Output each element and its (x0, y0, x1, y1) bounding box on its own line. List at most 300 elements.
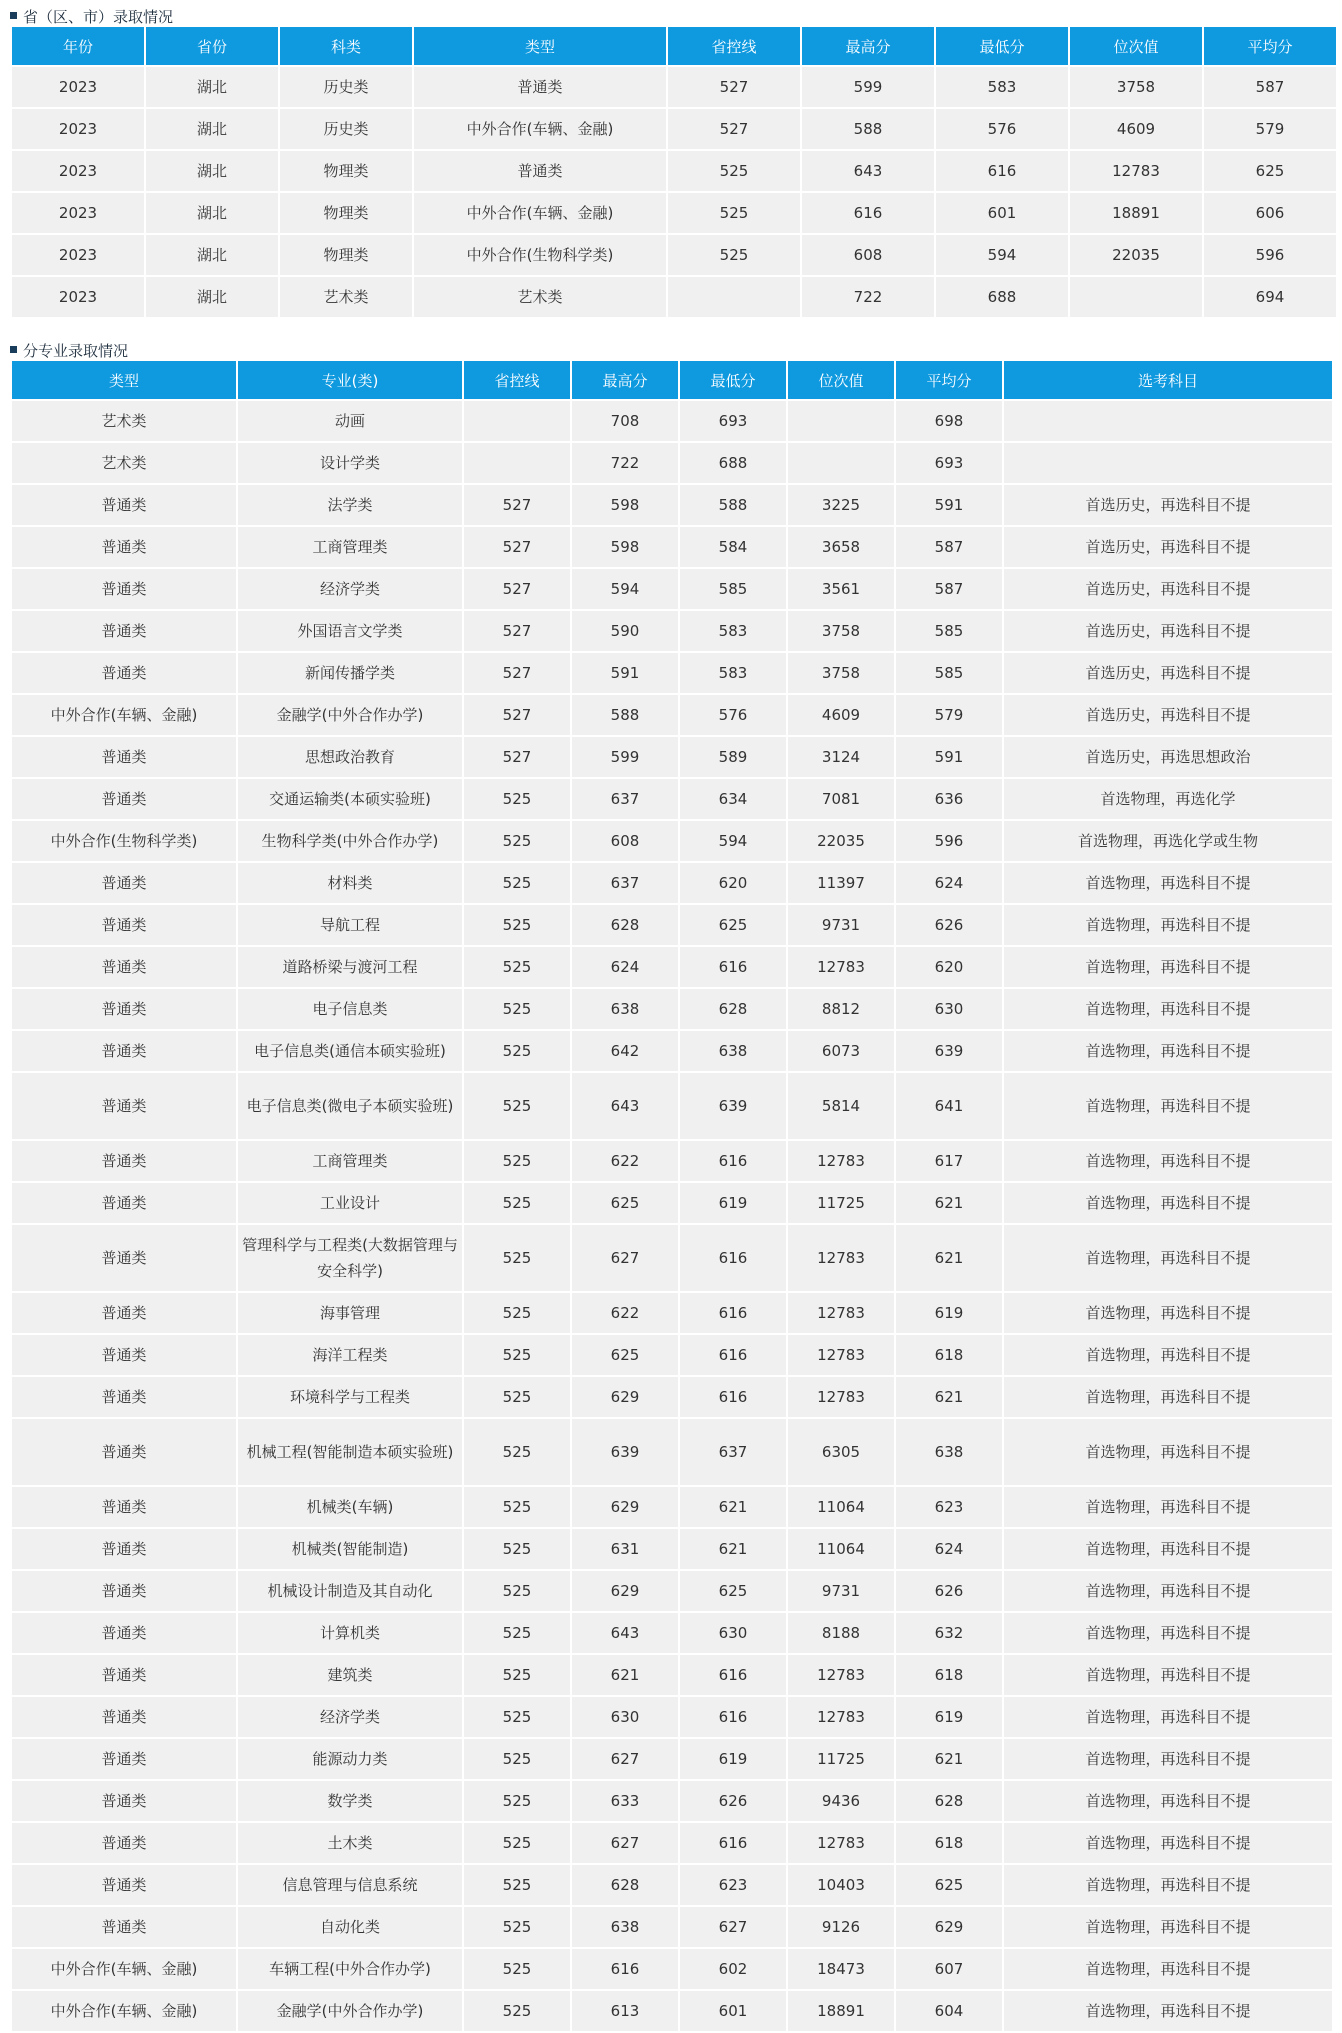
table-cell: 616 (680, 1697, 786, 1737)
table-cell: 624 (896, 863, 1002, 903)
table-cell: 普通类 (12, 1739, 236, 1779)
table-row (12, 947, 1332, 987)
table-cell: 698 (896, 401, 1002, 441)
table-cell: 22035 (788, 821, 894, 861)
table-cell: 12783 (788, 1141, 894, 1181)
table-cell: 637 (680, 1419, 786, 1485)
table-cell: 工业设计 (238, 1183, 462, 1223)
header-cell: 平均分 (896, 361, 1002, 399)
table-row (12, 1183, 1332, 1223)
table-cell: 642 (572, 1031, 678, 1071)
table-cell: 动画 (238, 401, 462, 441)
table-cell: 637 (572, 779, 678, 819)
table-cell: 630 (896, 989, 1002, 1029)
table-cell: 638 (896, 1419, 1002, 1485)
table-cell: 708 (572, 401, 678, 441)
table-cell: 527 (464, 485, 570, 525)
table-cell: 616 (680, 1225, 786, 1291)
table-cell: 中外合作(生物科学类) (12, 821, 236, 861)
table-cell: 613 (572, 1991, 678, 2031)
table-row (12, 863, 1332, 903)
table-cell: 525 (464, 947, 570, 987)
table-cell: 思想政治教育 (238, 737, 462, 777)
table-cell: 601 (936, 193, 1068, 233)
table-cell: 588 (680, 485, 786, 525)
table-cell: 中外合作(车辆、金融) (12, 695, 236, 735)
table-cell: 普通类 (12, 1487, 236, 1527)
table-cell: 艺术类 (414, 277, 666, 317)
table-cell: 历史类 (280, 67, 412, 107)
table-cell: 619 (680, 1739, 786, 1779)
table-cell: 602 (680, 1949, 786, 1989)
table-cell: 首选物理，再选化学或生物 (1004, 821, 1332, 861)
table-cell: 591 (896, 485, 1002, 525)
table-cell: 首选物理，再选科目不提 (1004, 1335, 1332, 1375)
table-cell: 3561 (788, 569, 894, 609)
table-cell: 527 (464, 653, 570, 693)
table-cell: 导航工程 (238, 905, 462, 945)
table-cell: 首选历史，再选科目不提 (1004, 527, 1332, 567)
table-cell: 525 (464, 821, 570, 861)
table-cell: 527 (464, 695, 570, 735)
table-cell: 599 (572, 737, 678, 777)
table-cell: 579 (1204, 109, 1336, 149)
table-cell: 628 (680, 989, 786, 1029)
table-cell: 普通类 (12, 737, 236, 777)
table-cell: 616 (936, 151, 1068, 191)
table-cell: 585 (680, 569, 786, 609)
table-cell: 587 (896, 569, 1002, 609)
table-cell: 579 (896, 695, 1002, 735)
province-table-body (12, 67, 1336, 317)
table-cell: 11725 (788, 1183, 894, 1223)
table-cell: 626 (896, 905, 1002, 945)
header-cell: 平均分 (1204, 27, 1336, 65)
table-cell: 机械类(智能制造) (238, 1529, 462, 1569)
table-cell: 普通类 (12, 1697, 236, 1737)
table-cell: 629 (896, 1907, 1002, 1947)
table-cell: 道路桥梁与渡河工程 (238, 947, 462, 987)
table-cell: 525 (464, 1335, 570, 1375)
header-cell: 类型 (12, 361, 236, 399)
header-cell: 省份 (146, 27, 278, 65)
table-cell: 636 (896, 779, 1002, 819)
table-cell: 588 (802, 109, 934, 149)
table-cell: 527 (464, 737, 570, 777)
table-cell: 525 (464, 1031, 570, 1071)
table-cell: 525 (464, 1225, 570, 1291)
table-row (12, 1031, 1332, 1071)
table-cell: 618 (896, 1823, 1002, 1863)
table-cell: 外国语言文学类 (238, 611, 462, 651)
table-row (12, 109, 1336, 149)
table-cell: 普通类 (12, 947, 236, 987)
table-cell: 629 (572, 1571, 678, 1611)
section-title-major (10, 342, 128, 360)
table-cell: 自动化类 (238, 1907, 462, 1947)
table-cell: 591 (896, 737, 1002, 777)
table-cell: 艺术类 (280, 277, 412, 317)
table-cell: 641 (896, 1073, 1002, 1139)
table-cell: 普通类 (12, 1655, 236, 1695)
table-cell: 9436 (788, 1781, 894, 1821)
table-cell: 576 (936, 109, 1068, 149)
table-cell: 首选物理，再选科目不提 (1004, 1613, 1332, 1653)
table-cell: 525 (464, 1377, 570, 1417)
table-cell: 法学类 (238, 485, 462, 525)
table-row (12, 1293, 1332, 1333)
table-cell: 首选物理，再选科目不提 (1004, 1823, 1332, 1863)
table-cell: 首选物理，再选科目不提 (1004, 1183, 1332, 1223)
square-bullet-icon (10, 346, 17, 353)
table-cell: 525 (464, 1293, 570, 1333)
table-cell: 594 (572, 569, 678, 609)
table-cell: 首选物理，再选科目不提 (1004, 1991, 1332, 2031)
header-cell: 省控线 (464, 361, 570, 399)
table-cell: 普通类 (12, 527, 236, 567)
table-cell: 621 (896, 1183, 1002, 1223)
table-cell: 首选物理，再选科目不提 (1004, 905, 1332, 945)
table-cell: 普通类 (12, 1571, 236, 1611)
table-cell: 638 (572, 1907, 678, 1947)
table-row (12, 67, 1336, 107)
header-cell: 科类 (280, 27, 412, 65)
table-row (12, 1141, 1332, 1181)
table-cell: 湖北 (146, 67, 278, 107)
table-cell: 623 (680, 1865, 786, 1905)
table-row (12, 611, 1332, 651)
table-cell: 艺术类 (12, 401, 236, 441)
table-cell: 587 (1204, 67, 1336, 107)
table-cell: 18891 (1070, 193, 1202, 233)
table-cell: 12783 (788, 1823, 894, 1863)
table-cell: 普通类 (12, 1613, 236, 1653)
table-cell: 616 (572, 1949, 678, 1989)
table-cell: 首选历史，再选科目不提 (1004, 485, 1332, 525)
table-cell: 616 (680, 1293, 786, 1333)
table-cell: 525 (464, 989, 570, 1029)
table-cell: 643 (802, 151, 934, 191)
table-cell: 618 (896, 1655, 1002, 1695)
table-cell: 621 (572, 1655, 678, 1695)
table-cell: 3758 (788, 611, 894, 651)
table-cell: 525 (464, 1571, 570, 1611)
table-cell: 616 (680, 1655, 786, 1695)
table-cell: 621 (896, 1377, 1002, 1417)
table-cell: 583 (680, 611, 786, 651)
table-row (12, 695, 1332, 735)
table-cell: 12783 (788, 1377, 894, 1417)
table-cell: 621 (680, 1529, 786, 1569)
table-cell: 首选物理，再选科目不提 (1004, 1739, 1332, 1779)
table-cell: 617 (896, 1141, 1002, 1181)
table-cell: 首选物理，再选科目不提 (1004, 1377, 1332, 1417)
table-row (12, 527, 1332, 567)
table-cell: 627 (572, 1739, 678, 1779)
table-cell: 经济学类 (238, 569, 462, 609)
header-cell: 选考科目 (1004, 361, 1332, 399)
table-cell: 首选物理，再选科目不提 (1004, 1781, 1332, 1821)
table-cell: 金融学(中外合作办学) (238, 695, 462, 735)
table-cell: 643 (572, 1613, 678, 1653)
table-cell: 3124 (788, 737, 894, 777)
table-cell: 620 (680, 863, 786, 903)
table-cell: 525 (464, 1991, 570, 2031)
table-cell: 中外合作(车辆、金融) (414, 109, 666, 149)
table-cell: 首选物理，再选科目不提 (1004, 1031, 1332, 1071)
table-row (12, 193, 1336, 233)
table-row (12, 1823, 1332, 1863)
table-cell: 2023 (12, 277, 144, 317)
table-cell: 616 (680, 1335, 786, 1375)
table-cell: 建筑类 (238, 1655, 462, 1695)
table-cell: 11064 (788, 1487, 894, 1527)
table-cell: 588 (572, 695, 678, 735)
table-cell: 2023 (12, 151, 144, 191)
table-cell: 2023 (12, 235, 144, 275)
table-cell: 587 (896, 527, 1002, 567)
table-cell: 576 (680, 695, 786, 735)
table-cell: 管理科学与工程类(大数据管理与安全科学) (238, 1225, 462, 1291)
table-row (12, 1335, 1332, 1375)
table-cell: 525 (668, 151, 800, 191)
table-cell: 621 (896, 1225, 1002, 1291)
table-cell: 湖北 (146, 193, 278, 233)
table-cell: 525 (464, 1949, 570, 1989)
table-cell: 525 (464, 1487, 570, 1527)
table-cell: 首选物理，再选科目不提 (1004, 1697, 1332, 1737)
table-cell: 616 (680, 1823, 786, 1863)
table-cell: 639 (896, 1031, 1002, 1071)
table-cell: 3758 (788, 653, 894, 693)
table-row (12, 151, 1336, 191)
table-cell: 信息管理与信息系统 (238, 1865, 462, 1905)
table-cell: 首选物理，再选科目不提 (1004, 1571, 1332, 1611)
table-cell: 606 (1204, 193, 1336, 233)
table-cell: 普通类 (12, 1907, 236, 1947)
table-cell: 619 (680, 1183, 786, 1223)
table-cell: 普通类 (12, 611, 236, 651)
table-cell: 首选物理，再选科目不提 (1004, 1949, 1332, 1989)
table-cell: 首选物理，再选科目不提 (1004, 863, 1332, 903)
table-cell: 物理类 (280, 193, 412, 233)
table-cell: 普通类 (12, 1781, 236, 1821)
table-cell: 608 (802, 235, 934, 275)
table-cell: 525 (464, 1419, 570, 1485)
table-cell: 12783 (788, 1655, 894, 1695)
table-cell (1004, 443, 1332, 483)
table-cell: 622 (572, 1141, 678, 1181)
table-row (12, 1225, 1332, 1291)
table-cell: 625 (680, 905, 786, 945)
table-row (12, 1377, 1332, 1417)
table-cell (464, 443, 570, 483)
table-cell: 626 (896, 1571, 1002, 1611)
table-cell: 普通类 (12, 1141, 236, 1181)
table-cell: 3225 (788, 485, 894, 525)
header-cell: 最高分 (572, 361, 678, 399)
table-cell: 525 (464, 1655, 570, 1695)
table-cell: 首选历史，再选科目不提 (1004, 611, 1332, 651)
table-cell: 普通类 (12, 653, 236, 693)
table-cell: 628 (896, 1781, 1002, 1821)
table-cell: 625 (896, 1865, 1002, 1905)
table-cell: 4609 (1070, 109, 1202, 149)
table-cell: 普通类 (12, 1335, 236, 1375)
table-cell: 525 (464, 1073, 570, 1139)
table-row (12, 989, 1332, 1029)
table-cell: 623 (896, 1487, 1002, 1527)
table-cell: 新闻传播学类 (238, 653, 462, 693)
table-cell: 621 (896, 1739, 1002, 1779)
table-cell: 596 (896, 821, 1002, 861)
table-cell: 首选物理，再选科目不提 (1004, 1487, 1332, 1527)
header-cell: 位次值 (788, 361, 894, 399)
table-cell: 624 (572, 947, 678, 987)
table-cell: 海洋工程类 (238, 1335, 462, 1375)
table-cell: 普通类 (12, 1225, 236, 1291)
table-cell: 艺术类 (12, 443, 236, 483)
table-cell: 525 (464, 1907, 570, 1947)
table-cell: 12783 (788, 1697, 894, 1737)
table-cell: 525 (464, 1739, 570, 1779)
table-row (12, 277, 1336, 317)
table-cell: 首选物理，再选化学 (1004, 779, 1332, 819)
table-cell: 2023 (12, 67, 144, 107)
table-cell: 625 (680, 1571, 786, 1611)
table-row (12, 779, 1332, 819)
table-cell: 527 (464, 611, 570, 651)
table-cell: 598 (572, 485, 678, 525)
table-cell: 525 (668, 235, 800, 275)
header-cell: 最低分 (680, 361, 786, 399)
table-cell: 688 (936, 277, 1068, 317)
table-cell: 525 (464, 1183, 570, 1223)
table-cell: 525 (464, 779, 570, 819)
table-cell: 交通运输类(本硕实验班) (238, 779, 462, 819)
table-cell: 9126 (788, 1907, 894, 1947)
table-cell: 历史类 (280, 109, 412, 149)
table-cell: 589 (680, 737, 786, 777)
table-row (12, 653, 1332, 693)
table-cell: 普通类 (12, 1823, 236, 1863)
section-title-province (10, 8, 173, 26)
table-cell: 594 (680, 821, 786, 861)
table-cell: 525 (464, 1141, 570, 1181)
table-cell (668, 277, 800, 317)
table-cell: 2023 (12, 109, 144, 149)
table-cell: 普通类 (414, 151, 666, 191)
table-cell: 527 (464, 569, 570, 609)
table-cell: 619 (896, 1697, 1002, 1737)
table-cell: 639 (572, 1419, 678, 1485)
province-admission-table (10, 25, 1338, 319)
table-cell: 625 (572, 1335, 678, 1375)
table-cell (1004, 401, 1332, 441)
table-cell: 619 (896, 1293, 1002, 1333)
table-cell: 616 (680, 1377, 786, 1417)
table-cell: 9731 (788, 905, 894, 945)
table-cell: 639 (680, 1073, 786, 1139)
table-cell: 525 (464, 1697, 570, 1737)
table-cell: 693 (680, 401, 786, 441)
table-cell: 机械类(车辆) (238, 1487, 462, 1527)
table-cell: 598 (572, 527, 678, 567)
table-row (12, 1739, 1332, 1779)
table-cell: 722 (572, 443, 678, 483)
table-cell: 607 (896, 1949, 1002, 1989)
table-cell: 643 (572, 1073, 678, 1139)
table-cell (788, 443, 894, 483)
section-title-text: 省（区、市）录取情况 (23, 8, 174, 26)
header-cell: 专业(类) (238, 361, 462, 399)
table-cell: 首选物理，再选科目不提 (1004, 947, 1332, 987)
table-cell: 普通类 (414, 67, 666, 107)
table-cell: 湖北 (146, 277, 278, 317)
table-cell: 525 (464, 1613, 570, 1653)
table-cell: 631 (572, 1529, 678, 1569)
table-cell: 722 (802, 277, 934, 317)
header-cell: 位次值 (1070, 27, 1202, 65)
square-bullet-icon (10, 12, 17, 19)
table-cell: 585 (896, 653, 1002, 693)
table-cell: 18473 (788, 1949, 894, 1989)
table-row (12, 569, 1332, 609)
table-cell: 616 (680, 947, 786, 987)
table-cell: 首选物理，再选科目不提 (1004, 1655, 1332, 1695)
table-cell: 590 (572, 611, 678, 651)
table-cell: 12783 (788, 1293, 894, 1333)
table-cell: 630 (572, 1697, 678, 1737)
table-cell: 普通类 (12, 905, 236, 945)
table-cell: 525 (464, 1529, 570, 1569)
table-cell: 7081 (788, 779, 894, 819)
table-row (12, 401, 1332, 441)
table-cell: 土木类 (238, 1823, 462, 1863)
table-cell: 525 (464, 905, 570, 945)
table-cell: 693 (896, 443, 1002, 483)
table-row (12, 1697, 1332, 1737)
table-cell: 628 (572, 1865, 678, 1905)
table-cell: 527 (668, 109, 800, 149)
table-cell: 625 (1204, 151, 1336, 191)
table-cell: 608 (572, 821, 678, 861)
table-cell: 计算机类 (238, 1613, 462, 1653)
table-cell: 11397 (788, 863, 894, 903)
table-cell: 629 (572, 1377, 678, 1417)
table-cell: 8812 (788, 989, 894, 1029)
table-cell: 525 (464, 1865, 570, 1905)
table-cell: 585 (896, 611, 1002, 651)
table-cell: 8188 (788, 1613, 894, 1653)
table-cell: 625 (572, 1183, 678, 1223)
table-cell: 物理类 (280, 151, 412, 191)
table-row (12, 1865, 1332, 1905)
table-cell: 首选历史，再选科目不提 (1004, 569, 1332, 609)
table-cell: 629 (572, 1487, 678, 1527)
table-cell: 525 (668, 193, 800, 233)
table-cell: 624 (896, 1529, 1002, 1569)
table-cell: 5814 (788, 1073, 894, 1139)
table-cell: 电子信息类(微电子本硕实验班) (238, 1073, 462, 1139)
table-cell: 11725 (788, 1739, 894, 1779)
table-cell: 普通类 (12, 1865, 236, 1905)
table-cell: 材料类 (238, 863, 462, 903)
table-cell: 633 (572, 1781, 678, 1821)
table-cell: 普通类 (12, 1293, 236, 1333)
table-cell: 首选历史，再选思想政治 (1004, 737, 1332, 777)
table-cell: 11064 (788, 1529, 894, 1569)
